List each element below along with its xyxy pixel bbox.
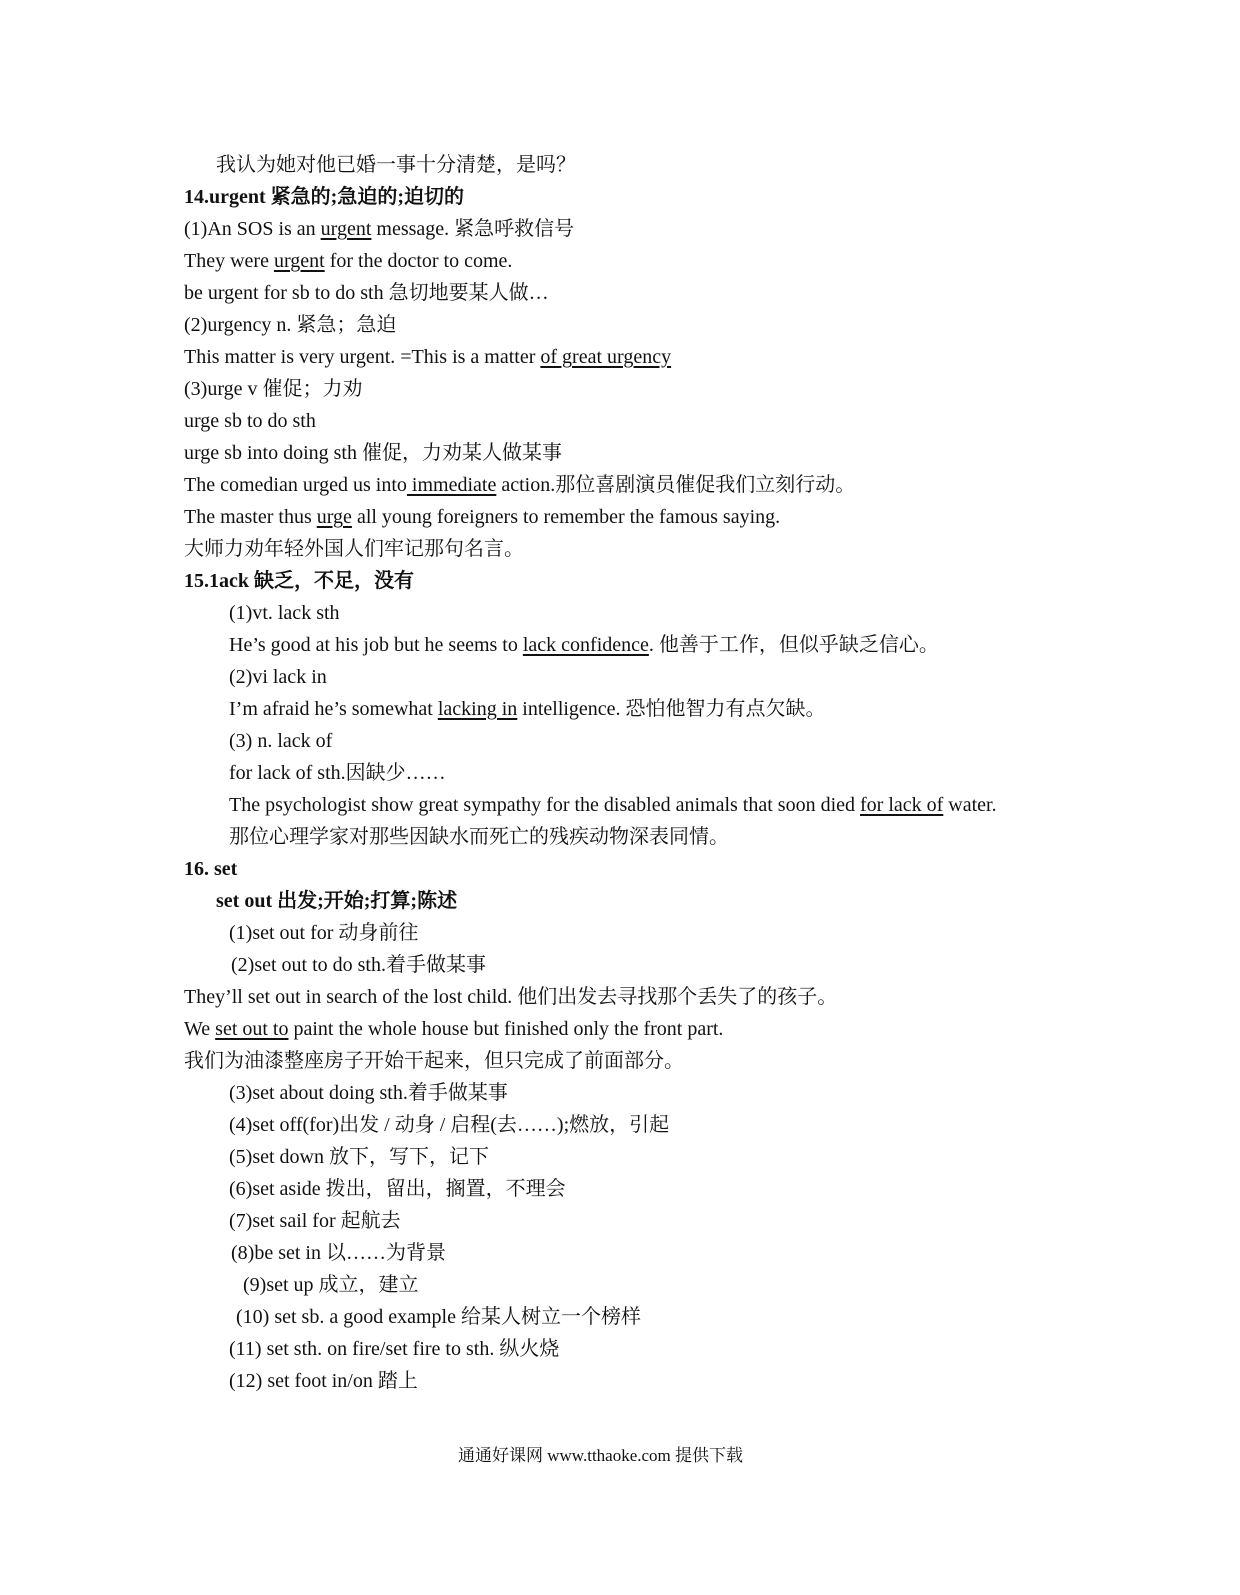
underlined-phrase: for lack of bbox=[860, 794, 944, 816]
underlined-word: immediate bbox=[406, 474, 497, 496]
set-item-8: (8)be set in 以……为背景 bbox=[231, 1242, 446, 1264]
set-item-6: (6)set aside 拨出，留出，搁置，不理会 bbox=[229, 1178, 566, 1200]
underlined-phrase: of great urgency bbox=[540, 346, 672, 368]
set-item-1: (1)set out for 动身前往 bbox=[229, 922, 419, 944]
underlined-phrase: lacking in bbox=[437, 698, 518, 720]
s14-line-5: This matter is very urgent. =This is a matter of great urgency bbox=[184, 346, 672, 368]
s14-line-11: 大师力劝年轻外国人们牢记那句名言。 bbox=[184, 538, 524, 560]
s14-line-10: The master thus urge all young foreigners to remember the famous saying. bbox=[184, 506, 781, 528]
s14-line-8: urge sb into doing sth 催促，力劝某人做某事 bbox=[184, 442, 562, 464]
s14-line-4: (2)urgency n. 紧急；急迫 bbox=[184, 314, 397, 336]
set-item-4: (4)set off(for)出发 / 动身 / 启程(去……);燃放，引起 bbox=[229, 1114, 670, 1136]
s14-line-3: be urgent for sb to do sth 急切地要某人做… bbox=[184, 282, 549, 304]
set-item-11: (11) set sth. on fire/set fire to sth. 纵火烧 bbox=[229, 1338, 560, 1360]
underlined-word: urge bbox=[316, 506, 352, 528]
s14-line-1: (1)An SOS is an urgent message. 紧急呼救信号 bbox=[184, 218, 575, 240]
s15-line-2: He’s good at his job but he seems to lack confidence. 他善于工作，但似乎缺乏信心。 bbox=[229, 634, 939, 656]
s14-line-9: The comedian urged us into immediate action.那位喜剧演员催促我们立刻行动。 bbox=[184, 474, 856, 496]
s15-line-1: (1)vt. lack sth bbox=[229, 602, 340, 624]
s15-line-7: The psychologist show great sympathy for the disabled animals that soon died for lack of water. bbox=[229, 794, 997, 816]
set-item-2: (2)set out to do sth.着手做某事 bbox=[231, 954, 486, 976]
s15-line-3: (2)vi lack in bbox=[229, 666, 327, 688]
set-item-10: (10) set sb. a good example 给某人树立一个榜样 bbox=[236, 1306, 641, 1328]
s14-line-2: They were urgent for the doctor to come. bbox=[184, 250, 513, 272]
underlined-word: urgent bbox=[273, 250, 325, 272]
heading-16-set: 16. set bbox=[184, 858, 238, 880]
heading-15-lack: 15.1ack 缺乏，不足，没有 bbox=[184, 570, 414, 592]
set-item-9: (9)set up 成立，建立 bbox=[243, 1274, 419, 1296]
s15-line-8: 那位心理学家对那些因缺水而死亡的残疾动物深表同情。 bbox=[229, 826, 729, 848]
subheading-set-out: set out 出发;开始;打算;陈述 bbox=[216, 890, 458, 912]
underlined-word: urgent bbox=[320, 218, 372, 240]
s15-line-5: (3) n. lack of bbox=[229, 730, 333, 752]
s14-line-7: urge sb to do sth bbox=[184, 410, 316, 432]
intro-sentence: 我认为她对他已婚一事十分清楚，是吗？ bbox=[216, 154, 576, 176]
s14-line-6: (3)urge v 催促；力劝 bbox=[184, 378, 363, 400]
set-item-5: (5)set down 放下，写下，记下 bbox=[229, 1146, 489, 1168]
s15-line-6: for lack of sth.因缺少…… bbox=[229, 762, 446, 784]
s15-line-4: I’m afraid he’s somewhat lacking in intelligence. 恐怕他智力有点欠缺。 bbox=[229, 698, 826, 720]
set-example-3: 我们为油漆整座房子开始干起来，但只完成了前面部分。 bbox=[184, 1050, 684, 1072]
heading-14-urgent: 14.urgent 紧急的;急迫的;迫切的 bbox=[184, 186, 464, 208]
underlined-phrase: lack confidence bbox=[522, 634, 649, 656]
set-item-3: (3)set about doing sth.着手做某事 bbox=[229, 1082, 508, 1104]
underlined-phrase: set out to bbox=[215, 1018, 289, 1040]
set-example-2: We set out to paint the whole house but finished only the front part. bbox=[184, 1018, 724, 1040]
set-example-1: They’ll set out in search of the lost child. 他们出发去寻找那个丢失了的孩子。 bbox=[184, 986, 838, 1008]
set-item-12: (12) set foot in/on 踏上 bbox=[229, 1370, 418, 1392]
page-footer: 通通好课网 www.tthaoke.com 提供下载 bbox=[458, 1446, 744, 1465]
set-item-7: (7)set sail for 起航去 bbox=[229, 1210, 401, 1232]
